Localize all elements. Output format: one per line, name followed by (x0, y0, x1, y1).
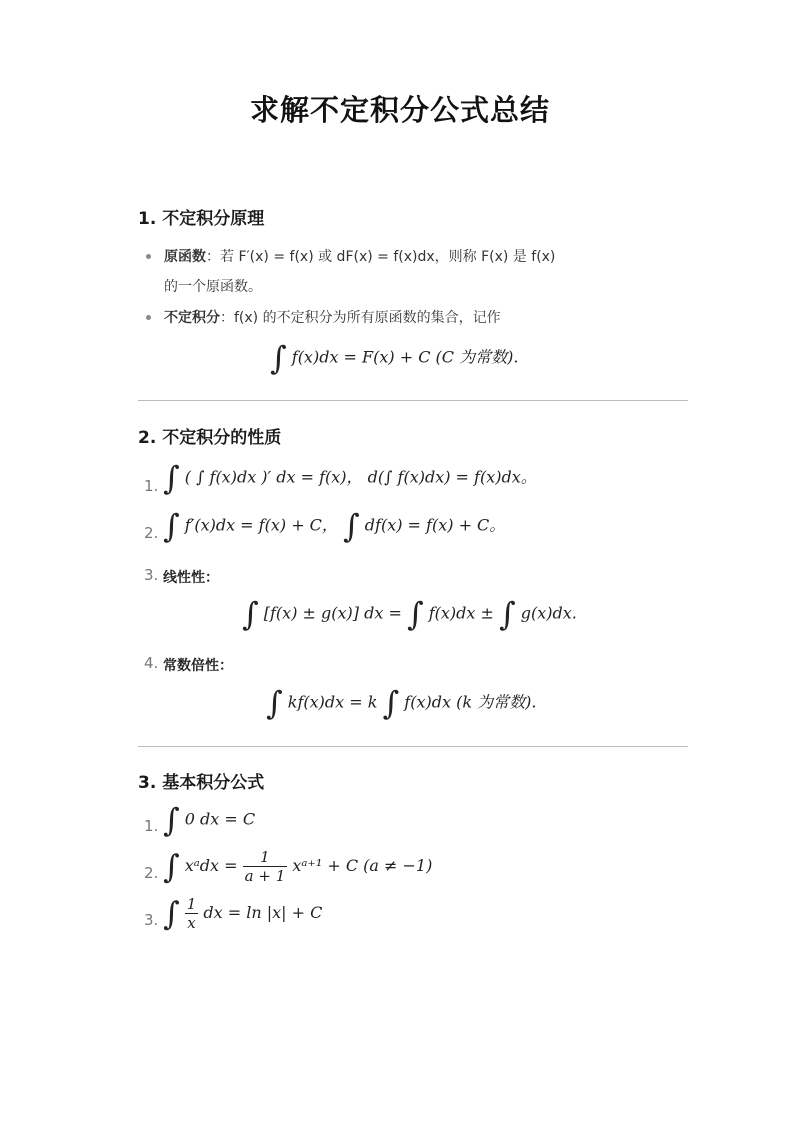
integral-sign: ∫ (242, 595, 259, 633)
property-3-formula (242, 595, 577, 633)
item-number: 2. (144, 864, 159, 882)
formula-text: xᵃ⁺¹ + C (a ≠ −1) (292, 856, 433, 875)
property-label-constant-multiple: 常数倍性： (163, 658, 233, 674)
item-number: 3. (144, 911, 159, 929)
formula-text: xᵃdx = (184, 856, 238, 875)
integral-sign: ∫ (343, 507, 360, 545)
fraction-numerator: 1 (243, 848, 288, 867)
item-number: 3. (144, 566, 159, 584)
formula-text: f(x)dx = F(x) + C (C 为常数). (291, 347, 519, 367)
item-number: 1. (144, 817, 159, 835)
bullet-text: ：若 F′(x) = f(x) 或 dF(x) = f(x)dx，则称 F(x) 是 f(x) (206, 249, 556, 265)
bullet-antiderivative (164, 246, 555, 266)
property-2-formula (163, 507, 506, 545)
section-divider (138, 400, 688, 401)
formula-definition (270, 339, 519, 377)
page-title: 求解不定积分公式总结 (249, 93, 550, 127)
bullet-label: 不定积分 (164, 310, 220, 326)
section-heading-basic-formulas: 3. 基本积分公式 (138, 773, 265, 793)
fraction-numerator: 1 (186, 895, 197, 913)
bullet-indefinite-integral (164, 307, 501, 327)
fraction-denominator: x (187, 914, 196, 932)
formula-text: df(x) = f(x) + C。 (364, 515, 506, 535)
formula-text: kf(x)dx = k (287, 692, 378, 712)
integral-sign: ∫ (266, 684, 283, 722)
fraction (243, 848, 288, 885)
integral-sign: ∫ (406, 595, 424, 633)
property-label-linearity: 线性性： (163, 570, 219, 586)
section-heading-properties: 2. 不定积分的性质 (138, 428, 282, 448)
property-1-formula (163, 459, 537, 497)
formula-text: g(x)dx. (520, 603, 577, 623)
integral-sign: ∫ (163, 459, 180, 497)
property-4-formula (266, 684, 537, 722)
bullet-dot (146, 254, 151, 259)
basic-formula-3 (163, 895, 322, 932)
formula-text: [f(x) ± g(x)] dx = (263, 603, 402, 623)
bullet-label: 原函数 (164, 249, 206, 265)
integral-sign: ∫ (382, 684, 400, 722)
bullet-dot (146, 315, 151, 320)
formula-text: ( ∫ f(x)dx )′ dx = f(x)， d(∫ f(x)dx) = f(x)dx。 (184, 467, 537, 487)
item-number: 2. (144, 524, 159, 542)
integral-sign: ∫ (499, 595, 516, 633)
basic-formula-2 (163, 848, 432, 885)
fraction-denominator: a + 1 (244, 867, 286, 885)
formula-text: f′(x)dx = f(x) + C， (184, 515, 338, 535)
integral-sign: ∫ (270, 339, 287, 377)
fraction (185, 895, 199, 932)
formula-text: 0 dx = C (184, 809, 256, 829)
integral-sign: ∫ (163, 847, 180, 886)
item-number: 4. (144, 654, 159, 672)
bullet-text: ：f(x) 的不定积分为所有原函数的集合，记作 (220, 310, 501, 326)
section-heading-principle: 1. 不定积分原理 (138, 209, 265, 229)
basic-formula-1 (163, 801, 256, 839)
formula-text: f(x)dx ± (428, 603, 494, 623)
formula-text: dx = ln |x| + C (203, 903, 323, 922)
integral-sign: ∫ (163, 801, 180, 839)
bullet-text-continued: 的一个原函数。 (164, 279, 262, 295)
section-divider (138, 746, 688, 747)
integral-sign: ∫ (163, 894, 180, 933)
integral-sign: ∫ (163, 507, 180, 545)
formula-text: f(x)dx (k 为常数). (404, 692, 537, 712)
item-number: 1. (144, 477, 159, 495)
